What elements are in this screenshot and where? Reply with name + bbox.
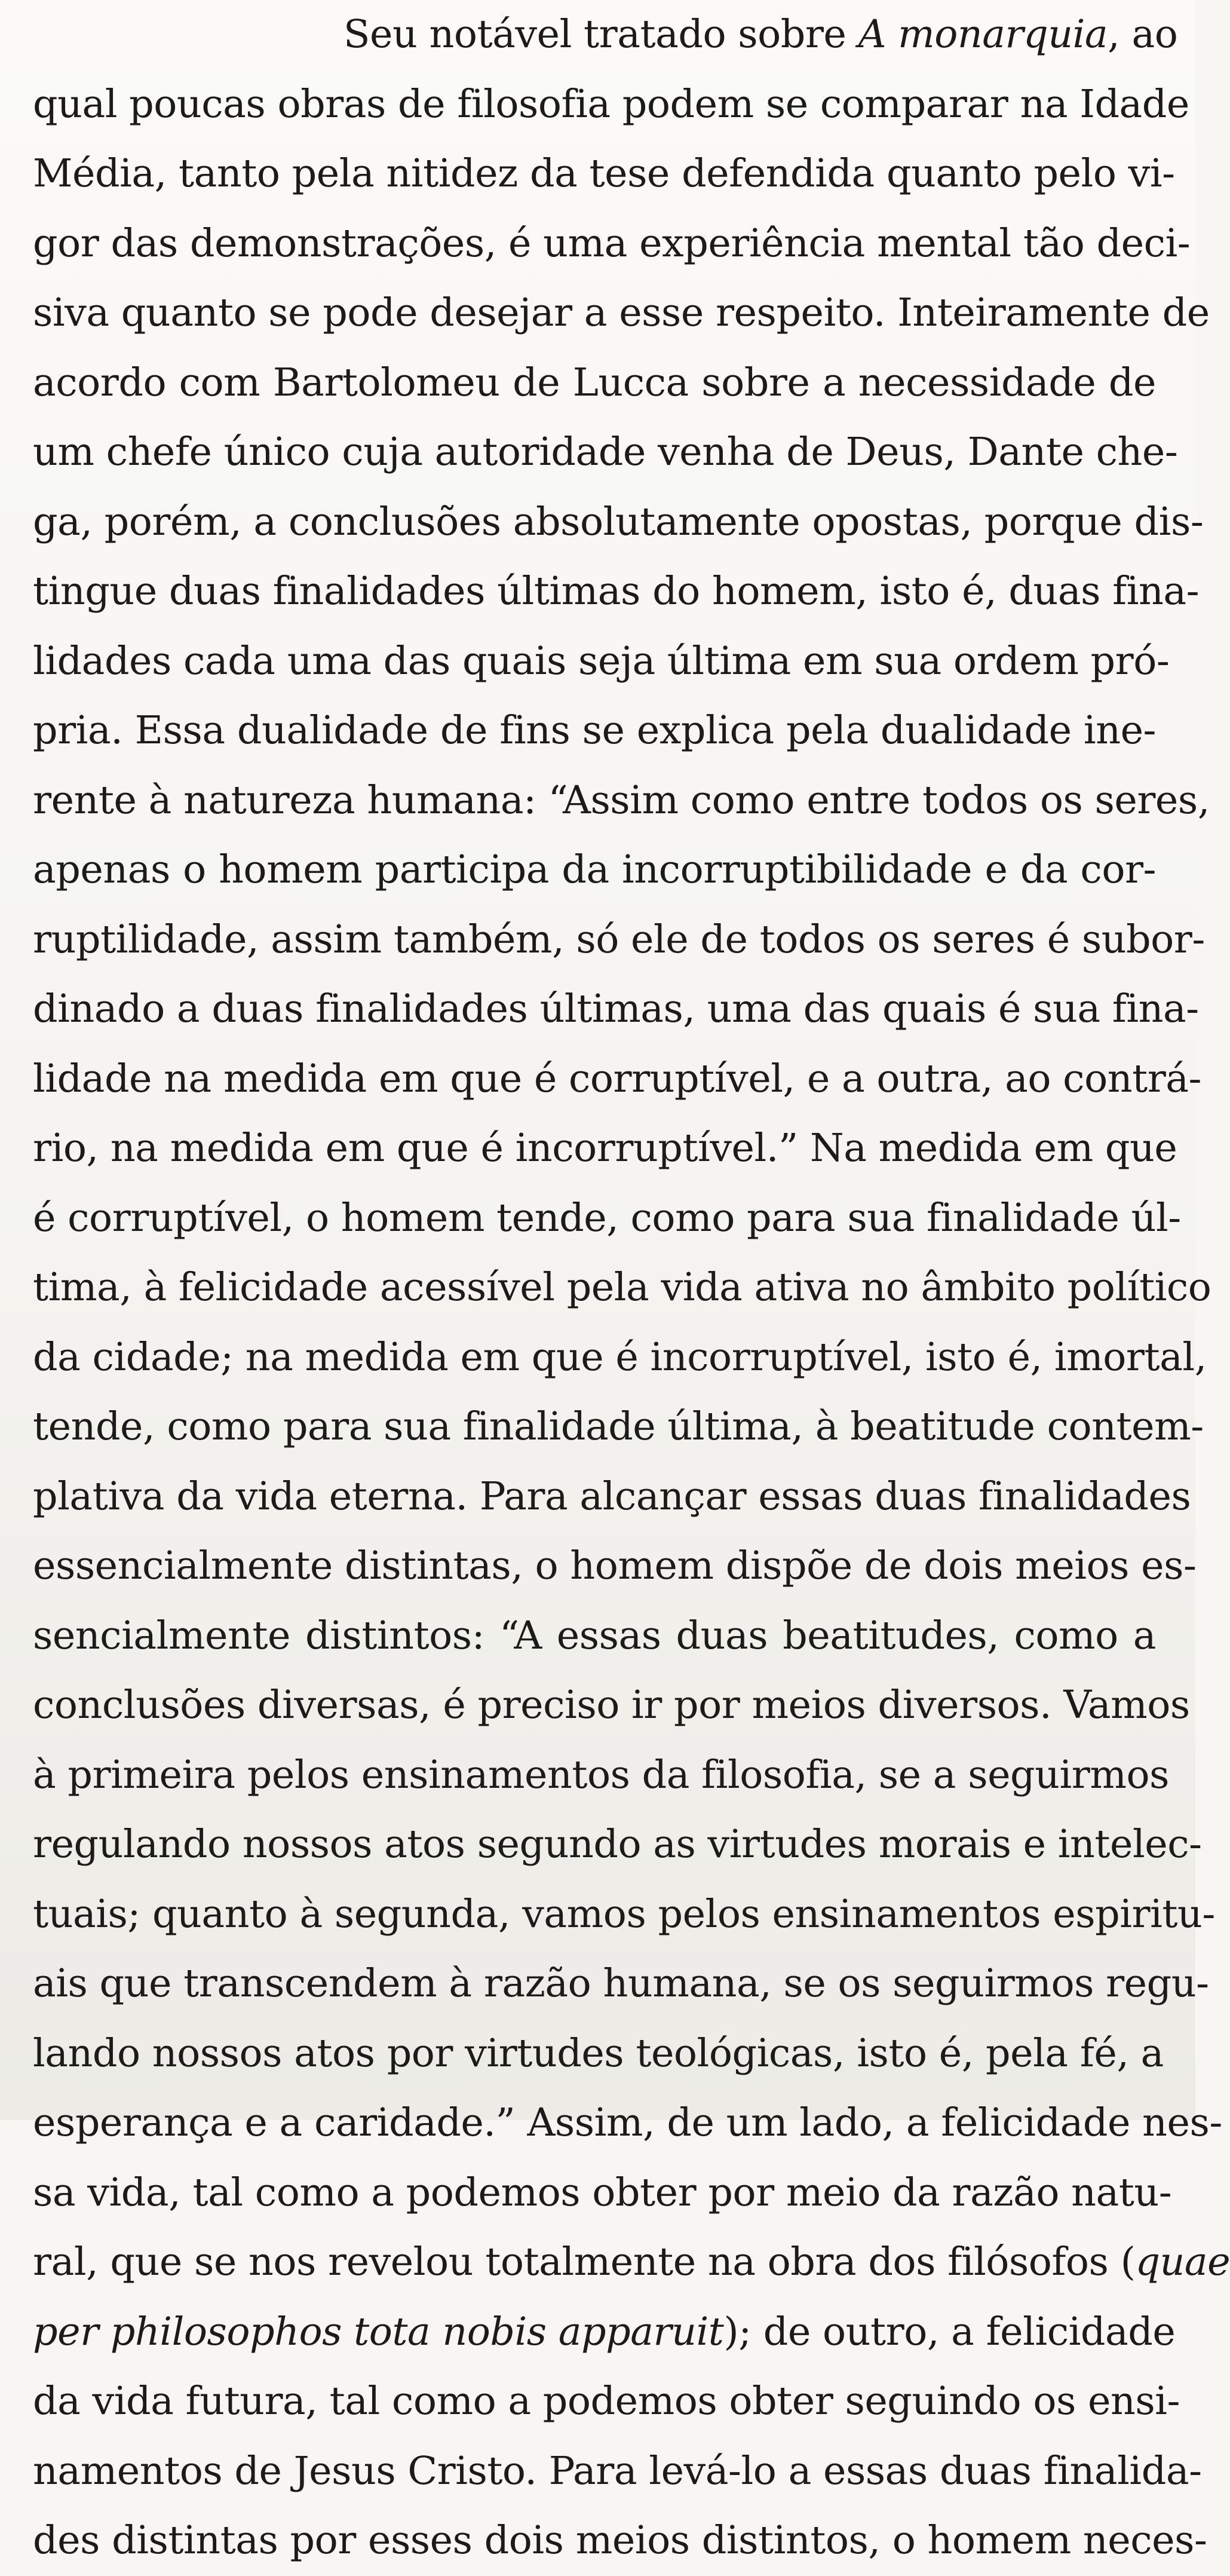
text-line-13: apenas o homem participa da incorruptibilidade e da cor- [33,847,1156,892]
text-line-5: siva quanto se pode desejar a esse respeito. Inteiramente de [33,290,1210,335]
text-line-32: sa vida, tal como a podemos obter por meio da razão natu- [33,2170,1172,2215]
text-line-20: da cidade; na medida em que é incorruptível, isto é, imortal, [33,1334,1207,1380]
text-line-9: tingue duas finalidades últimas do homem, isto é, duas fina- [33,569,1200,614]
text-line-29: ais que transcendem à razão humana, se os seguirmos regu- [33,1961,1209,2006]
text-line-3: Média, tanto pela nitidez da tese defendida quanto pelo vi- [33,151,1175,196]
text-line-6: acordo com Bartolomeu de Lucca sobre a necessidade de [33,360,1156,405]
text-line-2: qual poucas obras de filosofia podem se comparar na Idade [33,81,1189,127]
text-line-16: lidade na medida em que é corruptível, e a outra, ao contrá- [33,1056,1201,1101]
text-line-15: dinado a duas finalidades últimas, uma das quais é sua fina- [33,987,1199,1031]
text-line-27: regulando nossos atos segundo as virtudes morais e intelec- [33,1822,1202,1867]
text-line-28: tuais; quanto à segunda, vamos pelos ensinamentos espiritu- [33,1891,1215,1937]
body-text [33,0,1230,2576]
text-line-37: des distintas por esses dois meios distintos, o homem neces- [33,2518,1207,2563]
text-line-18: é corruptível, o homem tende, como para sua finalidade úl- [33,1195,1181,1240]
text-line-17: rio, na medida em que é incorruptível.” Na medida em que [33,1126,1177,1171]
text-line-8: ga, porém, a conclusões absolutamente opostas, porque dis- [33,499,1204,544]
text-line-25: conclusões diversas, é preciso ir por meios diversos. Vamos [33,1683,1190,1727]
text-line-22: plativa da vida eterna. Para alcançar essas duas finalidades [33,1474,1191,1519]
text-line-12: rente à natureza humana: “Assim como entre todos os seres, [33,777,1210,823]
text-line-19: tima, à felicidade acessível pela vida ativa no âmbito político [33,1265,1211,1310]
text-line-7: um chefe único cuja autoridade venha de Deus, Dante che- [33,430,1178,474]
text-line-31: esperança e a caridade.” Assim, de um lado, a felicidade nes- [33,2100,1222,2145]
text-line-34: per philosophos tota nobis apparuit); de outro, a felicidade [33,2309,1176,2354]
text-line-14: ruptilidade, assim também, só ele de todos os seres é subor- [33,917,1205,962]
text-line-30: lando nossos atos por virtudes teológicas, isto é, pela fé, a [33,2030,1164,2076]
text-line-21: tende, como para sua finalidade última, à beatitude contem- [33,1404,1204,1449]
text-line-23: essencialmente distintas, o homem dispõe de dois meios es- [33,1543,1197,1588]
text-line-11: pria. Essa dualidade de fins se explica pela dualidade ine- [33,708,1156,753]
text-line-26: à primeira pelos ensinamentos da filosofia, se a seguirmos [33,1752,1169,1797]
text-line-4: gor das demonstrações, é uma experiência mental tão deci- [33,220,1191,266]
text-line-33: ral, que se nos revelou totalmente na obra dos filósofos (quae [33,2240,1230,2284]
text-line-1: Seu notável tratado sobre A monarquia, ao [343,12,1178,57]
text-line-10: lidades cada uma das quais seja última em sua ordem pró- [33,638,1170,684]
text-line-24: sencialmente distintos: “A essas duas beatitudes, como a [33,1613,1156,1658]
text-line-35: da vida futura, tal como a podemos obter seguindo os ensi- [33,2379,1180,2424]
text-line-36: namentos de Jesus Cristo. Para levá-lo a essas duas finalida- [33,2448,1202,2494]
